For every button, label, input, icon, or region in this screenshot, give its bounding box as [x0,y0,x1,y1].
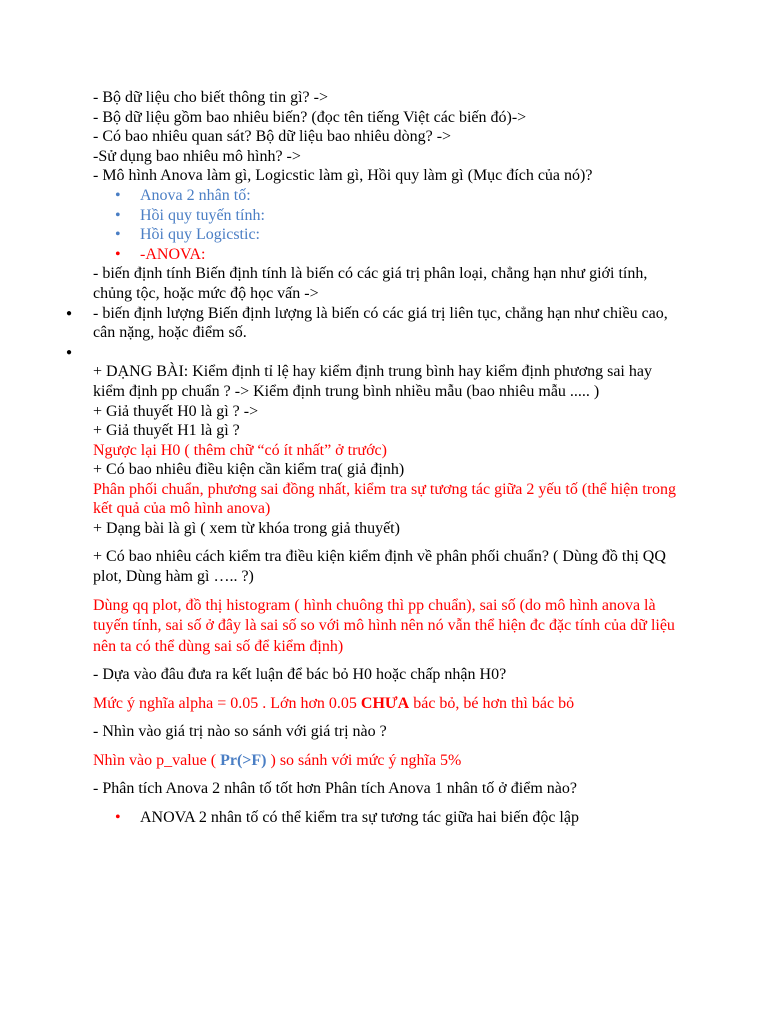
compare-answer-text: ) so sánh với mức ý nghĩa 5% [266,751,462,769]
anova-comparison-answer: ANOVA 2 nhân tố có thể kiểm tra sự tương tác giữa hai biến độc lập [140,808,579,826]
list-item [93,206,683,226]
list-item [93,186,683,206]
model-label: Anova 2 nhân tố: [140,186,251,204]
conditions-answer: Phân phối chuẩn, phương sai đồng nhất, kiểm tra sự tương tác giữa 2 yếu tố (thể hiện trong kết quả của mô hình anova) [93,480,677,518]
empty-list-item [66,343,683,363]
compare-question: - Nhìn vào giá trị nào so sánh với giá trị nào ? [93,723,387,741]
bullet-icon: ● [66,346,73,358]
question-variable-count: - Bộ dữ liệu gồm bao nhiêu biến? (đọc tên tiếng Việt các biến đó)-> [93,108,527,126]
bullet-icon: • [115,245,121,263]
conclusion-question: - Dựa vào đâu đưa ra kết luận để bác bỏ H0 hoặc chấp nhận H0? [93,666,507,684]
bullet-icon: • [115,206,121,224]
list-item [93,225,683,245]
model-label: Hồi quy Logicstic: [140,226,260,244]
compare-answer-text: Nhìn vào p_value ( [93,751,221,769]
conclusion-answer-text: Mức ý nghĩa alpha = 0.05 . Lớn hơn 0.05 [93,694,361,712]
list-item [93,808,683,828]
normality-question: + Có bao nhiêu cách kiểm tra điều kiện kiểm định về phân phối chuẩn? ( Dùng đồ thị QQ plot, Dùng hàm gì ….. ?) [93,547,666,586]
exercise-type-question: + Dạng bài là gì ( xem từ khóa trong giả thuyết) [93,520,400,538]
conditions-question: + Có bao nhiêu điều kiện cần kiểm tra( giả định) [93,461,405,479]
bullet-icon: • [115,226,121,244]
qualitative-variable-text: - biến định tính Biến định tính là biến có các giá trị phân loại, chẳng hạn như giới tính, chủng tộc, hoặc mức độ học vấn -> [93,265,648,302]
model-label: Hồi quy tuyến tính: [140,206,265,224]
hypothesis-h1-answer: Ngược lại H0 ( thêm chữ “có ít nhất” ở trước) [93,441,387,459]
list-item [93,245,683,265]
document-page [66,88,683,827]
conclusion-answer-emphasis: CHƯA [360,694,410,712]
list-item [66,304,683,343]
compare-answer [93,751,683,772]
bullet-icon: • [115,186,121,204]
exercise-type-line: + DẠNG BÀI: Kiểm định tỉ lệ hay kiểm định trung bình hay kiểm định phương sai hay kiểm định pp chuẩn ? -> Kiểm định trung bình nhiều mẫu (bao nhiêu mẫu ..... ) [93,363,652,400]
question-observation-count: - Có bao nhiêu quan sát? Bộ dữ liệu bao nhiêu dòng? -> [93,128,452,146]
question-dataset-info: - Bộ dữ liệu cho biết thông tin gì? -> [93,89,328,106]
bullet-icon: ● [66,307,73,319]
normality-answer: Dùng qq plot, đồ thị histogram ( hình chuông thì pp chuẩn), sai số (do mô hình anova là tuyến tính, sai số ở đây là sai số so với mô hình nên nó vẫn thể hiện đc đặc tính của dữ liệu nên ta có thể dùng sai số để kiểm định) [93,596,675,655]
compare-answer-emphasis: Pr(>F) [220,751,267,769]
hypothesis-h0: + Giả thuyết H0 là gì ? -> [93,402,259,420]
bullet-icon: • [115,808,121,826]
quantitative-variable-text: - biến định lượng Biến định lượng là biến có các giá trị liên tục, chẳng hạn như chiều cao, cân nặng, hoặc điểm số. [93,304,668,342]
question-model-count: -Sử dụng bao nhiêu mô hình? -> [93,147,301,165]
model-label: -ANOVA: [140,245,206,263]
question-model-purpose: - Mô hình Anova làm gì, Logicstic làm gì, Hồi quy làm gì (Mục đích của nó)? [93,167,593,185]
hypothesis-h1: + Giả thuyết H1 là gì ? [93,422,240,440]
conclusion-answer [93,694,683,715]
anova-comparison-question: - Phân tích Anova 2 nhân tố tốt hơn Phân tích Anova 1 nhân tố ở điểm nào? [93,780,577,798]
conclusion-answer-text: bác bỏ, bé hơn thì bác bỏ [409,694,575,712]
model-list [93,186,683,264]
